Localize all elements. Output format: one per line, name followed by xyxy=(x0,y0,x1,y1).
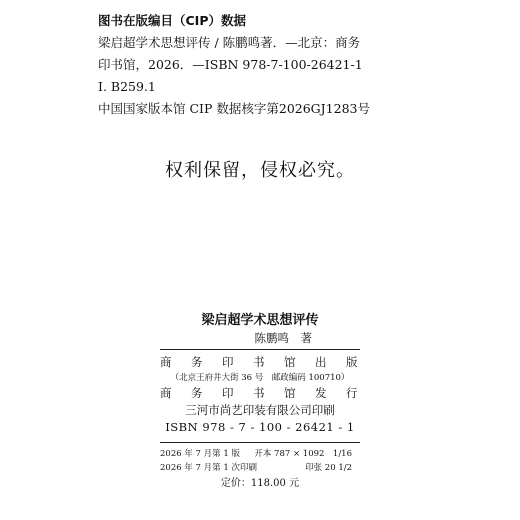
cip-data-block xyxy=(98,10,428,120)
book-title: 梁启超学术思想评传 xyxy=(201,313,319,328)
publisher-address: （北京王府井大街 36 号 邮政编码 100710） xyxy=(170,373,350,383)
cip-line-title-author: 梁启超学术思想评传 / 陈鹏鸣著．—北京：商务 xyxy=(98,35,361,50)
price-line: 定价：118.00 元 xyxy=(220,478,300,489)
edition-date: 2026 年 7 月第 1 版 xyxy=(160,449,240,459)
author-line: 陈鹏鸣 著 xyxy=(254,331,312,345)
cip-heading: 图书在版编目（CIP）数据 xyxy=(98,13,246,28)
print-sheets: 印张 20 1/2 xyxy=(305,463,352,473)
book-format: 开本 787 × 1092 1/16 xyxy=(254,449,352,459)
edition-row-2 xyxy=(160,461,360,475)
colophon-block xyxy=(160,312,360,491)
rights-notice: 权利保留，侵权必究。 xyxy=(165,160,355,181)
isbn-line: ISBN 978 - 7 - 100 - 26421 - 1 xyxy=(165,420,355,434)
cip-line-verification: 中国国家版本馆 CIP 数据核字第2026GJ1283号 xyxy=(98,101,370,116)
publisher-block xyxy=(160,350,360,439)
printer-line: 三河市尚艺印装有限公司印刷 xyxy=(185,403,335,417)
publisher-line: 商 务 印 书 馆 出 版 xyxy=(160,355,362,369)
cip-line-publisher-isbn: 印书馆，2026．—ISBN 978-7-100-26421-1 xyxy=(98,57,363,72)
edition-block xyxy=(160,443,360,475)
distributor-line: 商 务 印 书 馆 发 行 xyxy=(160,386,362,400)
print-date: 2026 年 7 月第 1 次印刷 xyxy=(160,463,257,473)
edition-row-1 xyxy=(160,447,360,461)
cip-line-classification: Ⅰ. B259.1 xyxy=(98,79,156,94)
